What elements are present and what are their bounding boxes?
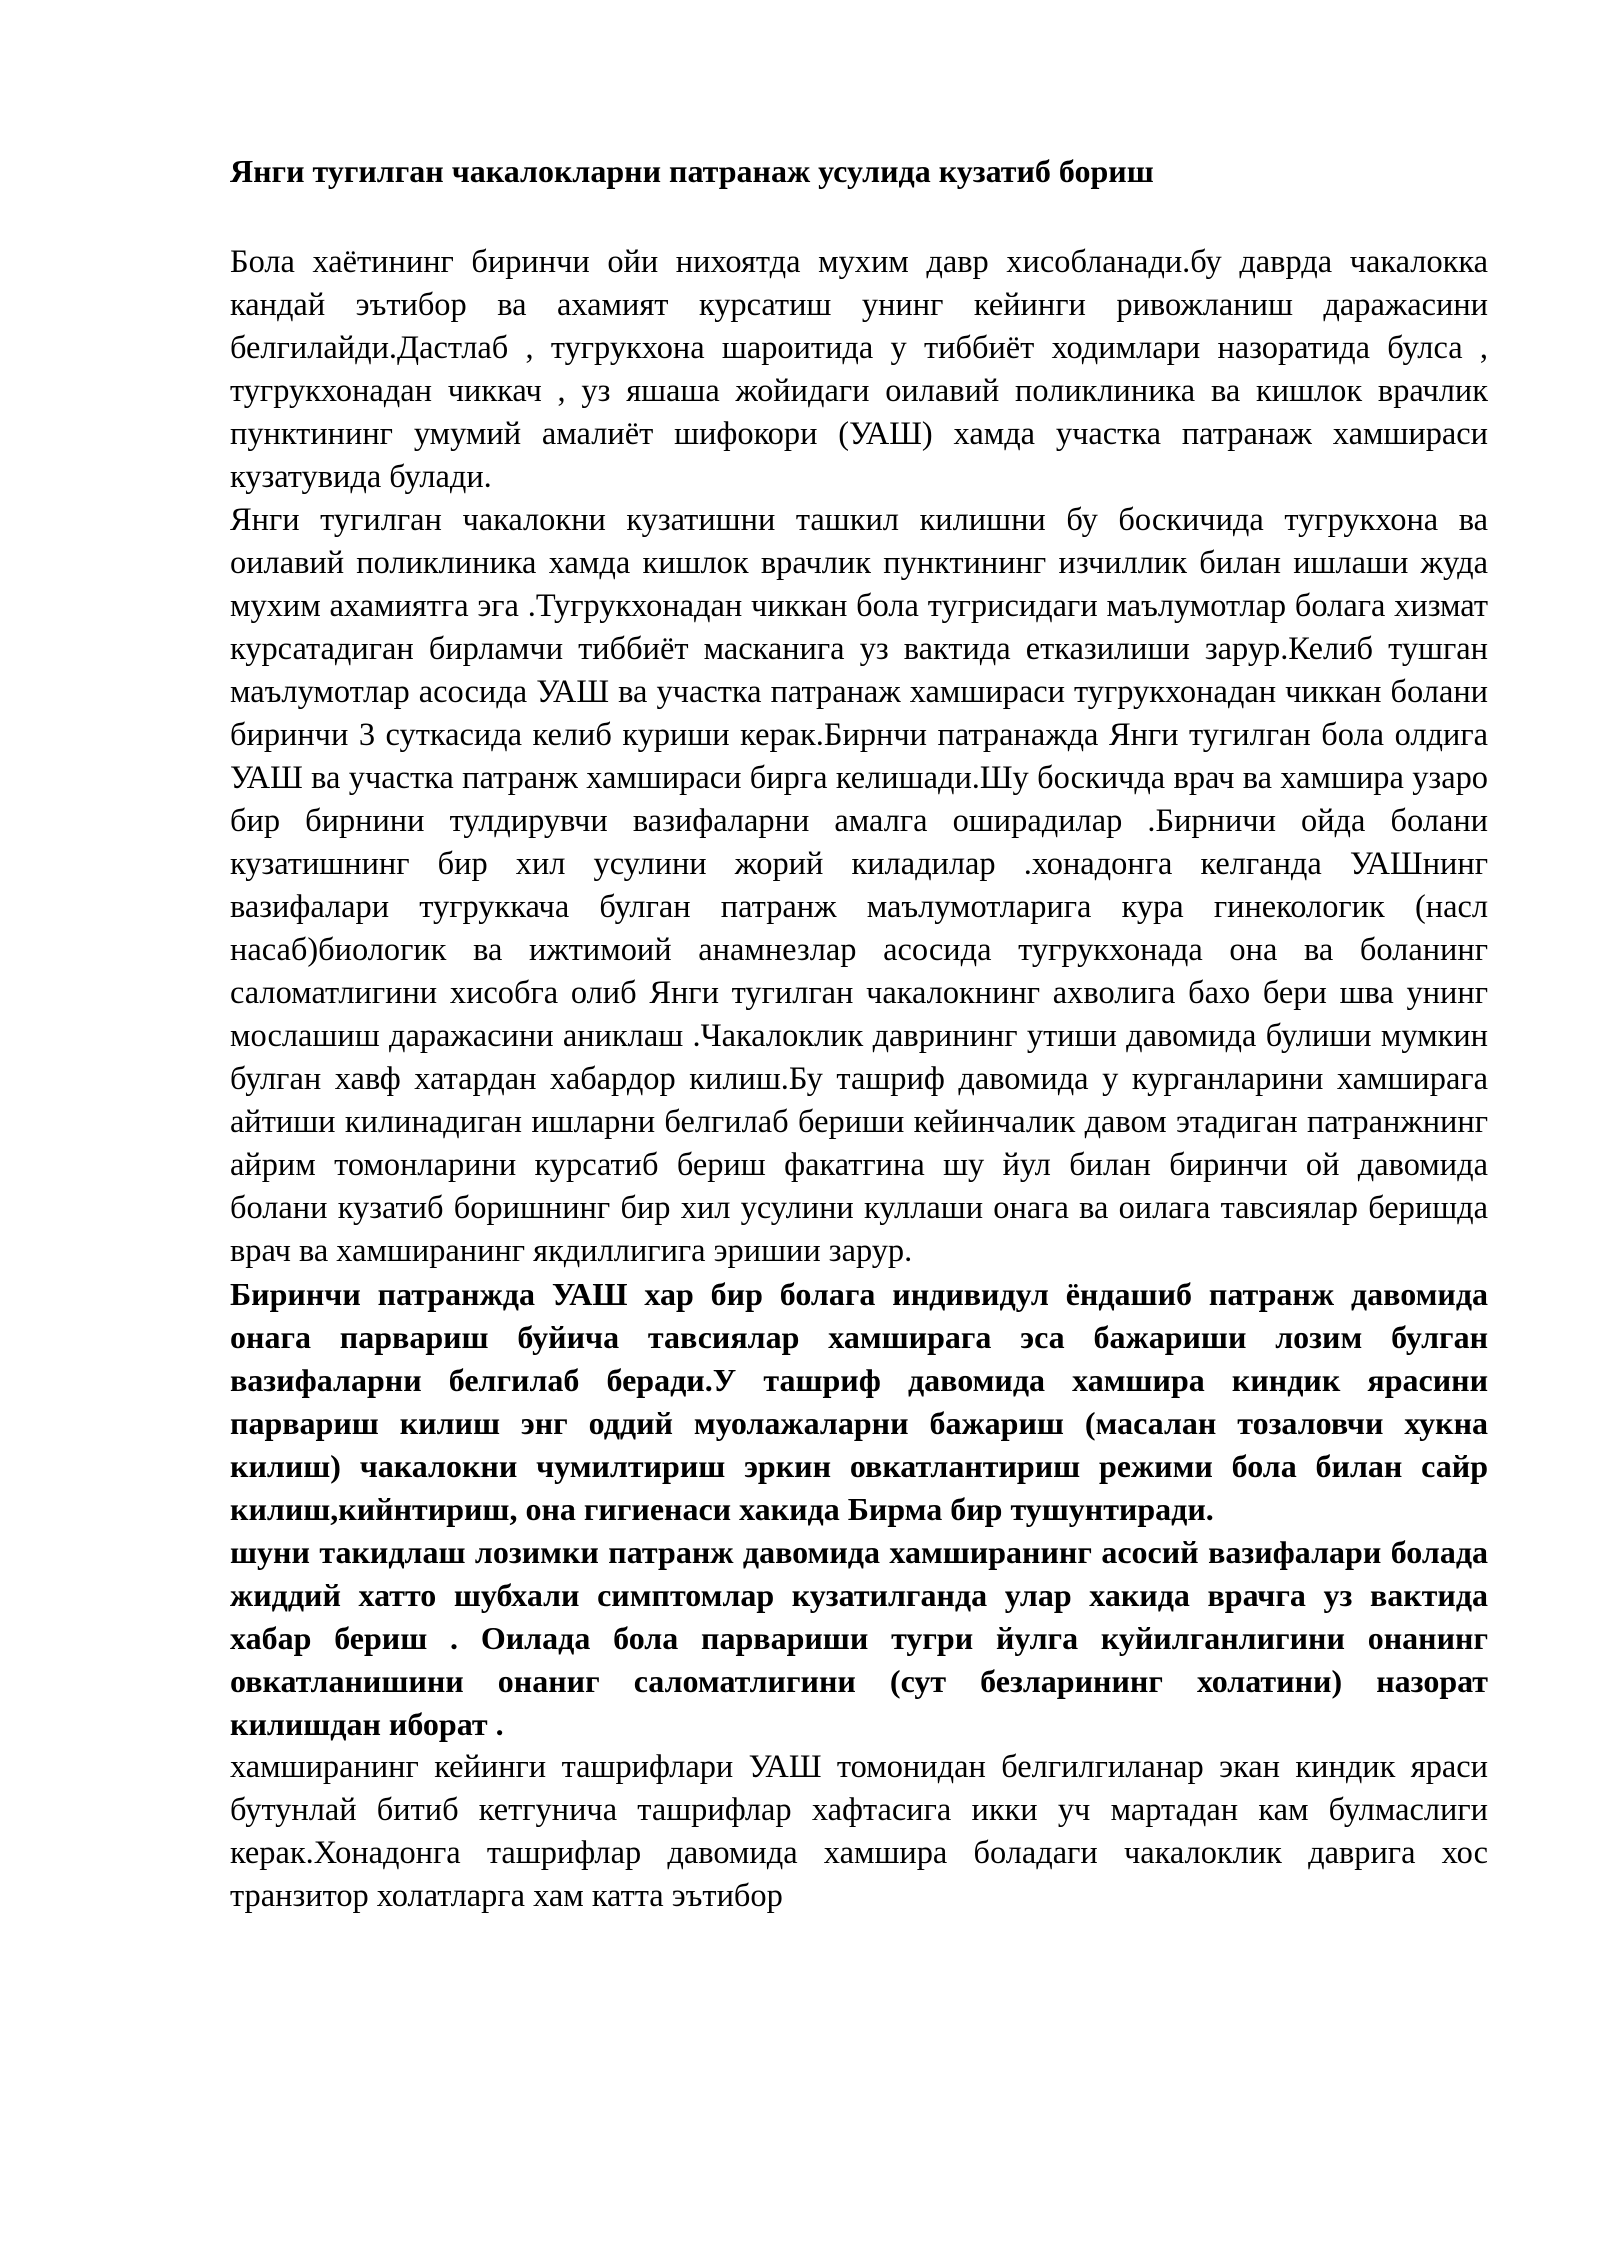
paragraph-4-bold: шуни такидлаш лозимки патранж давомида хамширанинг асосий вазифалари болада жиддий хатто шубхали симптомлар кузатилганда улар хакида врачга уз вактида хабар бериш . Оилада бола парвариши тугри йулга куйилганлигини онанинг овкатланишини онаниг саломатлигини (сут безларининг холатини) назорат килишдан иборат . (230, 1534, 1488, 1742)
paragraph-5: хамширанинг кейинги ташрифлари УАШ томонидан белгилгиланар экан киндик яраси бутунлай битиб кетгунича ташрифлар хафтасига икки уч мартадан кам булмаслиги керак.Хонадонга ташрифлар давомида хамшира боладаги чакалоклик даврига хос транзитор холатларга хам катта эътибор (230, 1749, 1488, 1914)
document-body (230, 150, 1488, 1918)
paragraph-1: Бола хаётининг биринчи ойи нихоятда мухим давр хисобланади.бу даврда чакалокка кандай эътибор ва ахамият курсатиш унинг кейинги ривожланиш даражасини белгилайди.Дастлаб , тугрукхона шароитида у тиббиёт ходимлари назоратида булса , тугрукхонадан чиккач , уз яшаша жойидаги оилавий поликлиника ва кишлок врачлик пунктининг умумий амалиёт шифокори (УАШ) хамда участка патранаж хамшираси кузатувида булади. (230, 244, 1488, 495)
paragraph-3-bold: Биринчи патранжда УАШ хар бир болага индивидул ёндашиб патранж давомида онага парвариш буйича тавсиялар хамширага эса бажариши лозим булган вазифаларни белгилаб беради.У ташриф давомида хамшира киндик ярасини парвариш килиш энг оддий муолажаларни бажариш (масалан тозаловчи хукна килиш) чакалокни чумилтириш эркин овкатлантириш режими бола билан сайр килиш,кийнтириш, она гигиенаси хакида Бирма бир тушунтиради. (230, 1276, 1488, 1527)
document-title: Янги тугилган чакалокларни патранаж усулида кузатиб бориш (230, 153, 1154, 189)
paragraph-2: Янги тугилган чакалокни кузатишни ташкил килишни бу боскичида тугрукхона ва оилавий поликлиника хамда кишлок врачлик пунктининг изчиллик билан ишлаши жуда мухим ахамиятга эга .Тугрукхонадан чиккан бола тугрисидаги маълумотлар болага хизмат курсатадиган бирламчи тиббиёт масканига уз вактида етказилиши зарур.Келиб тушган маълумотлар асосида УАШ ва участка патранаж хамшираси тугрукхонадан чиккан болани биринчи 3 суткасида келиб куриши керак.Бирнчи патранажда Янги тугилган бола олдига УАШ ва участка патранж хамшираси бирга келишади.Шу боскичда врач ва хамшира узаро бир бирнини тулдирувчи вазифаларни амалга оширадилар .Бирничи ойда болани кузатишнинг бир хил усулини жорий киладилар .хонадонга келганда УАШнинг вазифалари тугруккача булган патранж маълумотларига кура гинекологик (насл насаб)биологик ва ижтимоий анамнезлар асосида тугрукхонада она ва боланинг саломатлигини хисобга олиб Янги тугилган чакалокнинг ахволига бахо бери шва унинг мослашиш даражасини аниклаш .Чакалоклик даврининг утиши давомида булиши мумкин булган хавф хатардан хабардор килиш.Бу ташриф давомида у курганларини хамширага айтиши килинадиган ишларни белгилаб бериши кейинчалик давом этадиган патранжнинг айрим томонларини курсатиб бериш факатгина шу йул билан биринчи ой давомида болани кузатиб боришнинг бир хил усулини куллаши онага ва оилага тавсиялар беришда врач ва хамширанинг якдиллигига эришии зарур. (230, 502, 1488, 1269)
